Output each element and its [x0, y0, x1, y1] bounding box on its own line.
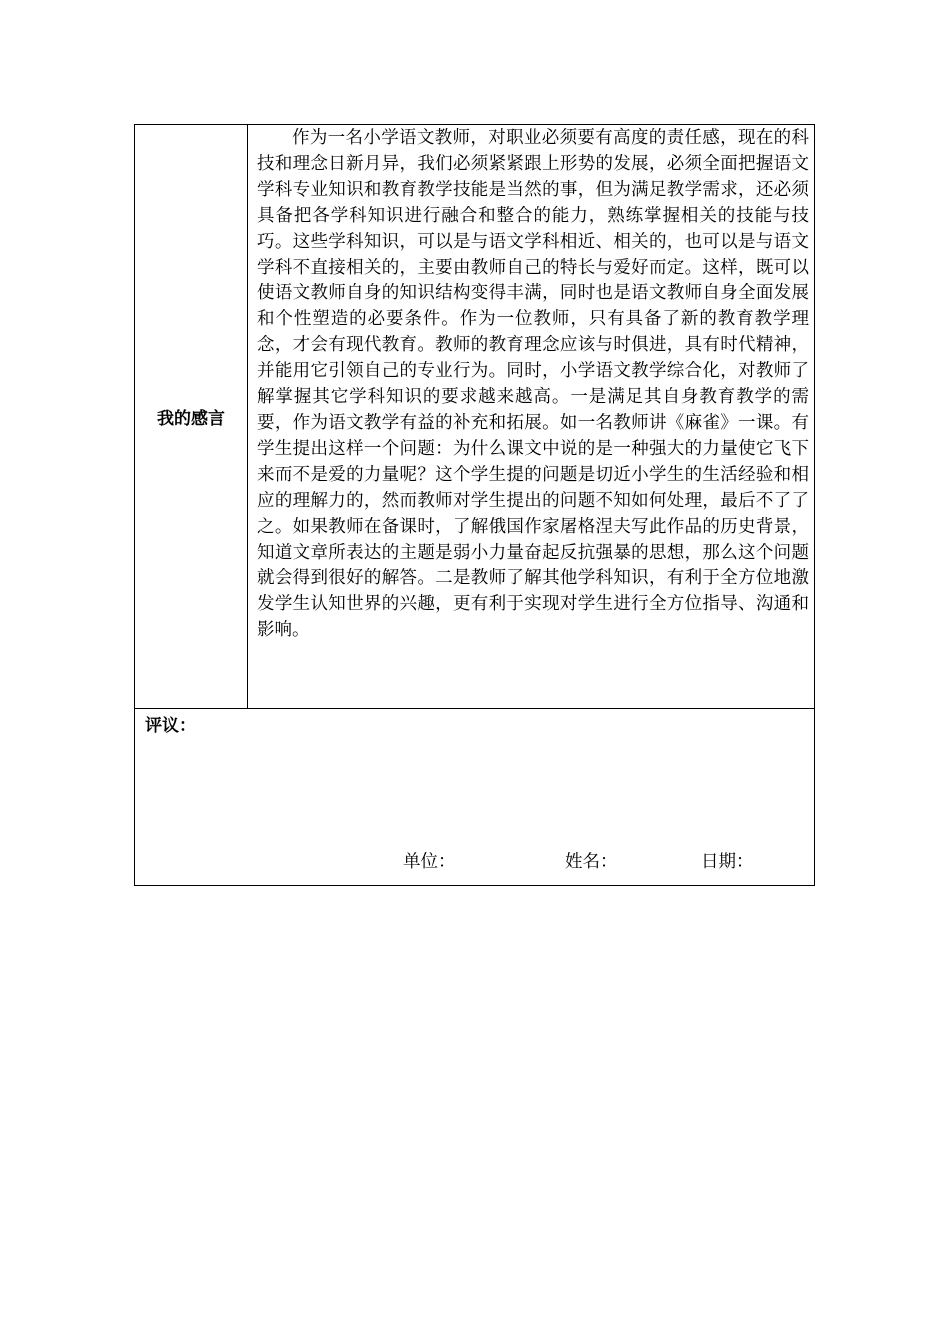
- unit-label: 单位：: [403, 852, 456, 872]
- comment-row: [135, 709, 814, 885]
- reflection-content-cell: [248, 125, 814, 708]
- reflection-row: [135, 125, 814, 709]
- name-label: 姓名：: [565, 852, 618, 872]
- reflection-essay-text: 作为一名小学语文教师，对职业必须要有高度的责任感，现在的科技和理念日新月异，我们必须紧紧跟上形势的发展，必须全面把握语文学科专业知识和教育教学技能是当然的事，但为满足教学需求，还必须具备把各学科知识进行融合和整合的能力，熟练掌握相关的技能与技巧。这些学科知识，可以是与语文学科相近、相关的，也可以是与语文学科不直接相关的，主要由教师自己的特长与爱好而定。这样，既可以使语文教师自身的知识结构变得丰满，同时也是语文教师自身全面发展和个性塑造的必要条件。作为一位教师，只有具备了新的教育教学理念，才会有现代教育。教师的教育理念应该与时俱进，具有时代精神，并能用它引领自己的专业行为。同时，小学语文教学综合化，对教师了解掌握其它学科知识的要求越来越高。一是满足其自身教育教学的需要，作为语文教学有益的补充和拓展。如一名教师讲《麻雀》一课。有学生提出这样一个问题：为什么课文中说的是一种强大的力量使它飞下来而不是爱的力量呢？这个学生提的问题是切近小学生的生活经验和相应的理解力的，然而教师对学生提出的问题不知如何处理，最后不了了之。如果教师在备课时，了解俄国作家屠格涅夫写此作品的历史背景，知道文章所表达的主题是弱小力量奋起反抗强暴的思想，那么这个问题就会得到很好的解答。二是教师了解其他学科知识，有利于全方位地激发学生认知世界的兴趣，更有利于实现对学生进行全方位指导、沟通和影响。: [257, 128, 809, 641]
- comment-label: 评议：: [145, 716, 196, 736]
- reflection-form-table: [134, 124, 815, 886]
- reflection-label-cell: [135, 125, 248, 708]
- reflection-label: 我的感言: [157, 409, 225, 429]
- date-label: 日期：: [701, 852, 754, 872]
